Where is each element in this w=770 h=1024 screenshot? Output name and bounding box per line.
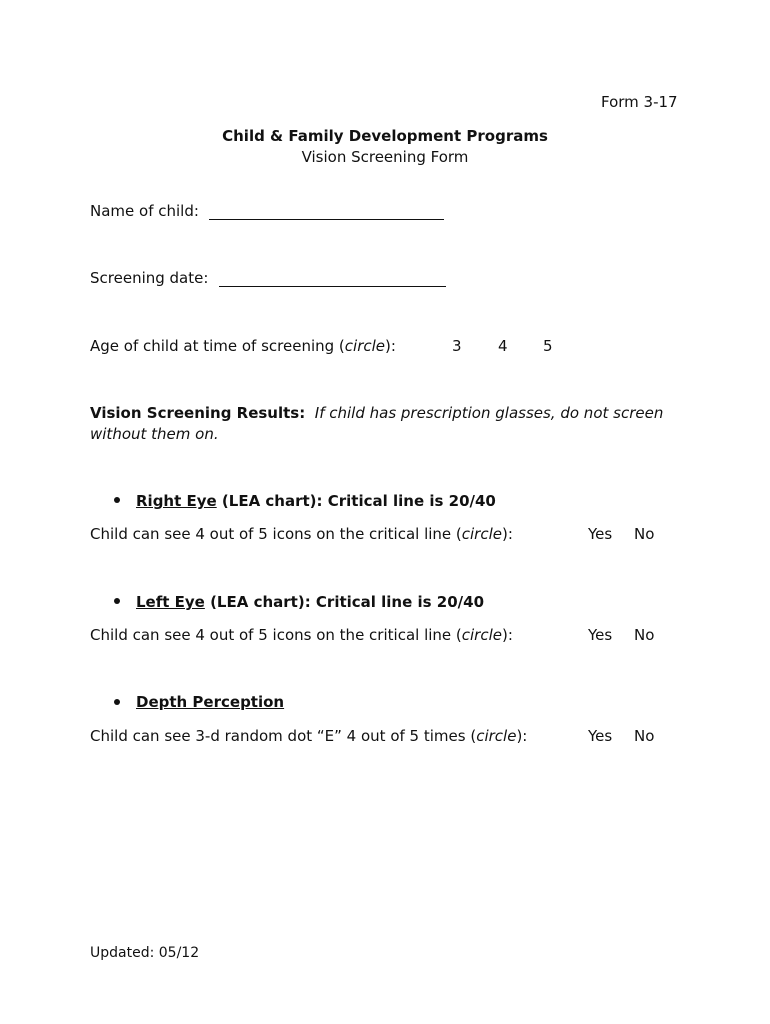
right-eye-yes[interactable]: Yes: [588, 525, 613, 543]
left-eye-heading: Left Eye (LEA chart): Critical line is 20/40: [136, 593, 485, 611]
age-option-3[interactable]: 3: [452, 337, 462, 355]
updated-date: Updated: 05/12: [90, 945, 200, 961]
left-eye-yes[interactable]: Yes: [588, 626, 613, 644]
depth-perception-no[interactable]: No: [634, 727, 655, 745]
screening-date-label: Screening date:: [90, 269, 209, 287]
right-eye-heading: Right Eye (LEA chart): Critical line is 20/40: [136, 492, 496, 510]
results-note-continued: without them on.: [90, 425, 219, 443]
results-heading: Vision Screening Results: If child has prescription glasses, do not screen: [90, 404, 664, 422]
depth-perception-yes[interactable]: Yes: [588, 727, 613, 745]
bullet-icon: [114, 497, 120, 503]
form-number: Form 3-17: [601, 93, 678, 111]
depth-perception-heading: Depth Perception: [136, 693, 285, 711]
name-of-child-line[interactable]: [209, 219, 444, 220]
age-option-5[interactable]: 5: [543, 337, 553, 355]
depth-perception-question: Child can see 3-d random dot “E” 4 out of 5 times (circle):: [90, 727, 528, 745]
left-eye-question: Child can see 4 out of 5 icons on the critical line (circle):: [90, 626, 513, 644]
age-option-4[interactable]: 4: [498, 337, 508, 355]
right-eye-no[interactable]: No: [634, 525, 655, 543]
age-label: Age of child at time of screening (circle):: [90, 337, 396, 355]
right-eye-question: Child can see 4 out of 5 icons on the critical line (circle):: [90, 525, 513, 543]
left-eye-no[interactable]: No: [634, 626, 655, 644]
bullet-icon: [114, 699, 120, 705]
bullet-icon: [114, 598, 120, 604]
form-subtitle: Vision Screening Form: [301, 148, 469, 166]
name-of-child-label: Name of child:: [90, 202, 199, 220]
screening-date-line[interactable]: [219, 286, 446, 287]
organization-title: Child & Family Development Programs: [222, 127, 548, 145]
